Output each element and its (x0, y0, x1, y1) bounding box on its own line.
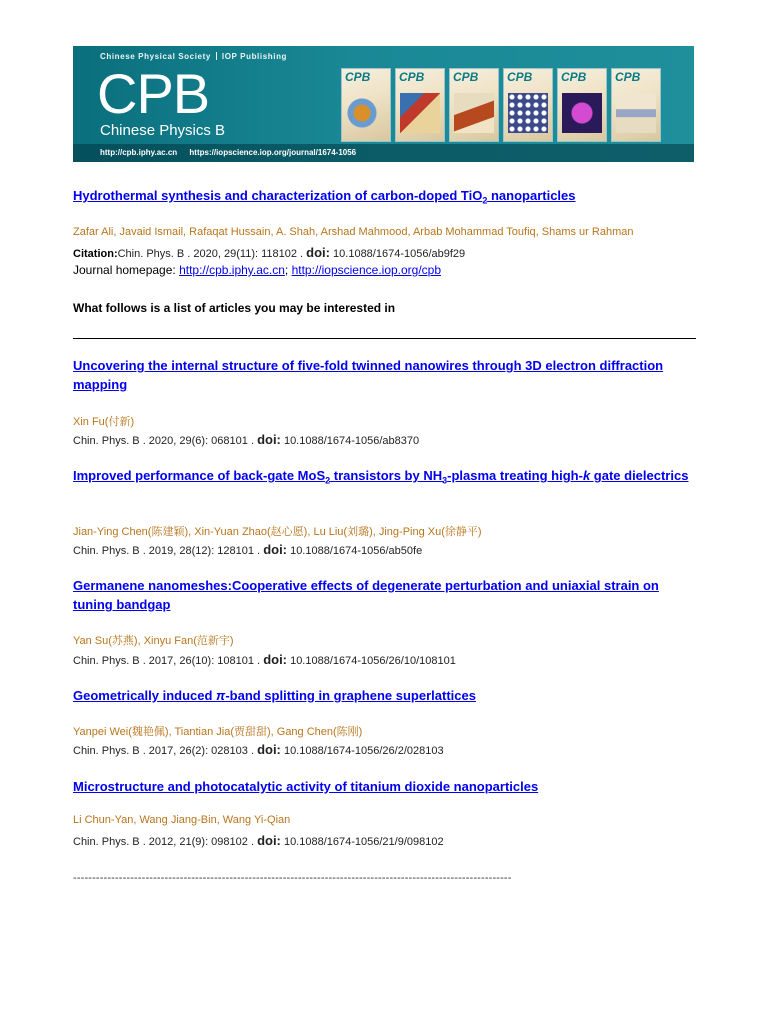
publisher-society: Chinese Physical Society (100, 52, 211, 61)
related-article-title[interactable]: Uncovering the internal structure of five-fold twinned nanowires through 3D electron diffraction mapping (73, 358, 664, 392)
cover-thumbnail: CPB (503, 68, 553, 142)
cover-thumbnail: CPB (449, 68, 499, 142)
dashed-separator: ------------------------------------------------------------------------------------------------------------------- (73, 872, 512, 884)
related-article-authors: Yanpei Wei(魏艳佩), Tiantian Jia(贾甜甜), Gang Chen(陈刚) (73, 726, 363, 738)
publisher-iop: IOP Publishing (221, 52, 288, 61)
related-article-citation: Chin. Phys. B . 2019, 28(12): 128101 . doi: 10.1088/1674-1056/ab50fe (73, 542, 423, 557)
banner-url-cpb[interactable]: http://cpb.iphy.ac.cn (100, 148, 178, 157)
related-article-authors: Yan Su(苏燕), Xinyu Fan(范新宇) (73, 635, 234, 647)
related-article (73, 576, 695, 667)
journal-name: Chinese Physics B (100, 122, 226, 139)
banner-url-bar (73, 144, 694, 162)
related-article-authors: Li Chun-Yan, Wang Jiang-Bin, Wang Yi-Qian (73, 814, 291, 826)
journal-banner (73, 46, 694, 162)
related-article-title[interactable]: Microstructure and photocatalytic activity of titanium dioxide nanoparticles (73, 779, 539, 794)
banner-url-iop[interactable]: https://iopscience.iop.org/journal/1674-1056 (189, 148, 357, 157)
related-article (73, 777, 695, 848)
related-article-citation: Chin. Phys. B . 2017, 26(2): 028103 . doi: 10.1088/1674-1056/26/2/028103 (73, 742, 444, 757)
homepage-link-cpb[interactable]: http://cpb.iphy.ac.cn (179, 263, 285, 277)
homepage-link-iop[interactable]: http://iopscience.iop.org/cpb (291, 263, 442, 277)
related-article-citation: Chin. Phys. B . 2020, 29(6): 068101 . doi: 10.1088/1674-1056/ab8370 (73, 432, 420, 447)
main-article-authors: Zafar Ali, Javaid Ismail, Rafaqat Hussain, A. Shah, Arshad Mahmood, Arbab Mohammad Toufiq, Shams ur Rahman (73, 226, 634, 238)
cover-thumbnail: CPB (341, 68, 391, 142)
cover-thumbnail: CPB (395, 68, 445, 142)
related-article (73, 356, 695, 447)
divider-line (73, 338, 696, 339)
cover-thumbnail: CPB (557, 68, 607, 142)
journal-logo: CPB (97, 62, 210, 125)
publisher-divider (216, 52, 217, 60)
cover-thumbnail: CPB (611, 68, 661, 142)
related-article-title[interactable]: Germanene nanomeshes:Cooperative effects of degenerate perturbation and uniaxial strain on tuning bandgap (73, 578, 659, 612)
main-article-title[interactable]: Hydrothermal synthesis and characterization of carbon-doped TiO$_2$ nanoparticles (73, 188, 576, 206)
related-article (73, 686, 695, 757)
related-article-citation: Chin. Phys. B . 2012, 21(9): 098102 . doi: 10.1088/1674-1056/21/9/098102 (73, 833, 444, 848)
related-article-authors: Jian-Ying Chen(陈建颖), Xin-Yuan Zhao(赵心愿), Lu Liu(刘璐), Jing-Ping Xu(徐静平) (73, 526, 482, 538)
related-article-citation: Chin. Phys. B . 2017, 26(10): 108101 . doi: 10.1088/1674-1056/26/10/108101 (73, 652, 456, 667)
related-intro: What follows is a list of articles you may be interested in (73, 301, 396, 315)
cover-strip (341, 68, 694, 142)
related-article-title[interactable]: Improved performance of back-gate MoS$_2$ transistors by $NH_3$-plasma treating high-k gate dielectrics (73, 468, 689, 486)
related-article-authors: Xin Fu(付新) (73, 416, 135, 428)
publisher-line (100, 52, 287, 61)
main-article-citation: Citation:Chin. Phys. B . 2020, 29(11): 118102 . doi: 10.1088/1674-1056/ab9f29 (73, 245, 466, 260)
journal-homepage: Journal homepage: http://cpb.iphy.ac.cn; http://iopscience.iop.org/cpb (73, 263, 442, 277)
related-article-title[interactable]: Geometrically induced π-band splitting in graphene superlattices (73, 688, 476, 703)
related-article (73, 466, 695, 557)
